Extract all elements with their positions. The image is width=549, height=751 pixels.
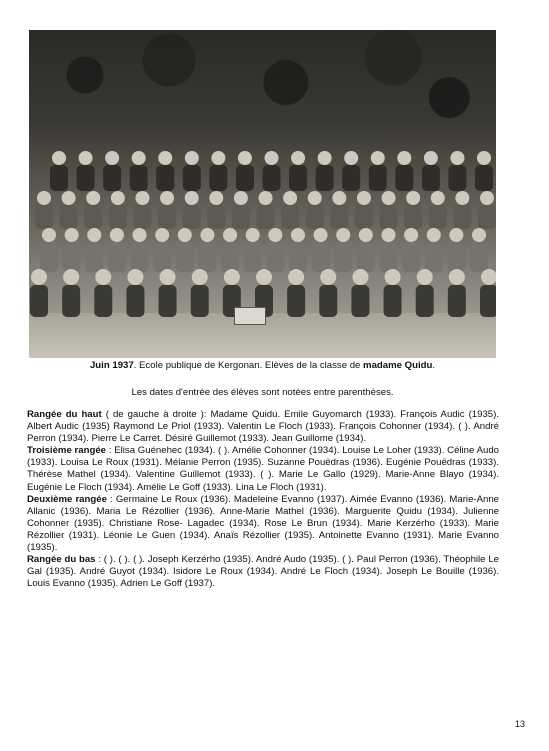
pupil-body (289, 242, 307, 272)
pupil-body (334, 242, 352, 272)
caption-date: Juin 1937 (89, 360, 134, 371)
pupil-head (417, 269, 433, 285)
pupil-head (450, 151, 464, 165)
pupil-body (281, 205, 299, 229)
class-photograph (29, 30, 496, 358)
pupil-head (404, 228, 418, 242)
pupil-body (357, 242, 375, 272)
pupil-head (318, 151, 332, 165)
pupil-body (448, 165, 466, 191)
row-bottom (27, 554, 499, 590)
pupil-head (424, 151, 438, 165)
pupil-head (238, 151, 252, 165)
pupil-body (133, 205, 151, 229)
row-label: Troisième rangée (27, 445, 107, 457)
pupil-head (63, 269, 79, 285)
pupil-head (133, 228, 147, 242)
pupil-head (449, 228, 463, 242)
pupil-head (397, 151, 411, 165)
pupil-body (153, 242, 171, 272)
pupil-head (308, 191, 322, 205)
dates-note: Les dates d'entrée des élèves sont notées entre parenthèses. (131, 387, 394, 398)
pupil-body (232, 205, 250, 229)
pupil-head (382, 191, 396, 205)
pupil-head (132, 151, 146, 165)
pupil-body (63, 242, 81, 272)
pupil-body (289, 165, 307, 191)
pupil-body (425, 242, 443, 272)
pupil-head (288, 269, 304, 285)
pupil-head (79, 151, 93, 165)
pupil-head (371, 151, 385, 165)
pupil-body (191, 285, 209, 317)
pupil-head (155, 228, 169, 242)
pupil-body (379, 242, 397, 272)
pupil-head (42, 228, 56, 242)
pupil-head (223, 228, 237, 242)
pupil-body (156, 165, 174, 191)
pupil-head (224, 269, 240, 285)
row-names: : ( ). ( ). ( ). Joseph Kerzérho (1935). André Audo (1935). ( ). Paul Perron (1936). Théophile Le Gal (1935). André Guyot (1934). Isidore Le Roux (1934). André Le Floch (1934). Joseph Le Bouille (1936). Louis Evanno (1935). Adrien Le Goff (1937). (27, 554, 499, 590)
pupil-head (234, 191, 248, 205)
pupil-head (332, 191, 346, 205)
pupil-head (135, 191, 149, 205)
photo-caption (29, 360, 496, 372)
caption-text: . Ecole publique de Kergonan. Elèves de la classe de (133, 360, 364, 371)
pupil-body (404, 205, 422, 229)
pupil-head (449, 269, 465, 285)
caption-teacher: madame Quidu (363, 360, 433, 371)
pupil-head (357, 191, 371, 205)
pupil-body (355, 205, 373, 229)
pupil-head (158, 151, 172, 165)
pupil-body (257, 205, 275, 229)
pupil-head (455, 191, 469, 205)
pupil-body (380, 205, 398, 229)
pupil-body (330, 205, 348, 229)
pupil-body (159, 285, 177, 317)
pupil-body (263, 165, 281, 191)
pupil-head (352, 269, 368, 285)
pupil-body (103, 165, 121, 191)
pupil-head (160, 269, 176, 285)
pupil-body (109, 205, 127, 229)
pupil-body (453, 205, 471, 229)
pupil-body (478, 205, 496, 229)
pupil-body (422, 165, 440, 191)
pupil-head (110, 228, 124, 242)
pupil-body (130, 165, 148, 191)
pupil-head (291, 228, 305, 242)
pupil-head (160, 191, 174, 205)
pupil-body (319, 285, 337, 317)
pupil-head (209, 191, 223, 205)
pupil-body (266, 242, 284, 272)
pupil-body (131, 242, 149, 272)
row-second (27, 494, 499, 554)
row-names: : Elisa Guénehec (1934). ( ). Amélie Cohonner (1934). Louise Le Loher (1933). Céline Audo (1933). Louisa Le Roux (1931). Mélanie Perron (1935). Suzanne Pouëdras (1936). Eugénie Pouëdras (1933). Thérèse Mathel (1934). Valentine Guillemot (1933). ( ). Marie Le Gallo (1929). Marie-Anne Blayo (1934). Eugénie Le Floch (1934). Amélie Le Goff (1933). Lina Le Floch (1931). (27, 445, 500, 493)
pupil-body (316, 165, 334, 191)
pupil-head (477, 151, 491, 165)
pupil-head (291, 151, 305, 165)
pupil-body (236, 165, 254, 191)
pupil-body (183, 205, 201, 229)
row-label: Rangée du haut (27, 409, 102, 420)
pupil-head (256, 269, 272, 285)
pupil-body (94, 285, 112, 317)
pupil-body (126, 285, 144, 317)
pupil-body (209, 165, 227, 191)
pupil-body (244, 242, 262, 272)
pupil-head (385, 269, 401, 285)
pupil-head (268, 228, 282, 242)
pupil-head (283, 191, 297, 205)
pupil-body (207, 205, 225, 229)
row-top (27, 409, 499, 445)
pupil-body (448, 285, 466, 317)
pupil-body (384, 285, 402, 317)
pupil-body (306, 205, 324, 229)
pupil-head (359, 228, 373, 242)
pupil-body (480, 285, 496, 317)
row-label: Rangée du bas (27, 554, 96, 566)
class-slate-sign (234, 307, 266, 325)
pupil-body (342, 165, 360, 191)
pupil-body (369, 165, 387, 191)
caption-end: . (432, 360, 436, 371)
pupil-body (176, 242, 194, 272)
pupil-head (62, 191, 76, 205)
pupil-body (40, 242, 58, 272)
pupil-body (221, 242, 239, 272)
pupil-body (62, 285, 80, 317)
pupil-head (192, 269, 208, 285)
pupil-head (406, 191, 420, 205)
pupil-head (31, 269, 47, 285)
pupil-head (105, 151, 119, 165)
pupil-body (60, 205, 78, 229)
pupil-body (84, 205, 102, 229)
pupil-head (185, 151, 199, 165)
pupil-body (108, 242, 126, 272)
pupil-body (351, 285, 369, 317)
pupil-head (431, 191, 445, 205)
pupil-body (475, 165, 493, 191)
pupil-body (30, 285, 48, 317)
pupil-body (198, 242, 216, 272)
pupil-body (158, 205, 176, 229)
pupil-head (87, 228, 101, 242)
pupil-head (320, 269, 336, 285)
row-third (27, 445, 499, 493)
pupil-body (35, 205, 53, 229)
pupil-body (312, 242, 330, 272)
pupil-head (472, 228, 486, 242)
pupil-body (77, 165, 95, 191)
pupil-head (480, 191, 494, 205)
pupil-head (95, 269, 111, 285)
pupil-head (178, 228, 192, 242)
pupil-body (402, 242, 420, 272)
pupil-head (344, 151, 358, 165)
pupil-body (395, 165, 413, 191)
pupil-head (259, 191, 273, 205)
pupil-rows (27, 409, 499, 590)
pupil-body (429, 205, 447, 229)
pupil-head (52, 151, 66, 165)
pupil-head (37, 191, 51, 205)
pupil-body (287, 285, 305, 317)
pupil-head (211, 151, 225, 165)
pupil-head (246, 228, 260, 242)
pupil-body (416, 285, 434, 317)
row-names: : Germaine Le Roux (1936). Madeleine Evanno (1937). Aimée Evanno (1936). Marie-Anne Allanic (1936). Maria Le Rézollier (1936). Anne-Marie Mathel (1936). Marguerite Quidu (1934). Julienne Cohonner (1935). Christiane Rose- Lagadec (1934). Rose Le Brun (1934). Marie Kerzérho (1933). Marie Rézollier (1931). Léonie Le Guen (1934). Anaïs Rézollier (1935). Antoinette Evanno (1931). Marie Evanno (1935). (27, 493, 500, 554)
pupil-head (265, 151, 279, 165)
pupil-head (427, 228, 441, 242)
pupil-head (200, 228, 214, 242)
page-number: 13 (514, 719, 525, 729)
pupil-body (447, 242, 465, 272)
pupil-head (336, 228, 350, 242)
pupil-body (85, 242, 103, 272)
pupil-head (185, 191, 199, 205)
row-label: Deuxième rangée (27, 493, 107, 505)
pupil-head (86, 191, 100, 205)
pupil-head (65, 228, 79, 242)
pupil-body (470, 242, 488, 272)
pupil-head (127, 269, 143, 285)
pupil-head (381, 228, 395, 242)
pupil-head (314, 228, 328, 242)
pupil-body (183, 165, 201, 191)
row-names: ( de gauche à droite ): Madame Quidu. Emile Guyomarch (1933). François Audic (1935). Albert Audic (1935) Raymond Le Priol (1933). Valentin Le Floch (1933). François Cohonner (1934). ( ). André Perron (1934). Pierre Le Carret. Désiré Guillemot (1933). Jean Guillome (1934). (27, 409, 499, 445)
pupil-head (111, 191, 125, 205)
pupil-body (50, 165, 68, 191)
